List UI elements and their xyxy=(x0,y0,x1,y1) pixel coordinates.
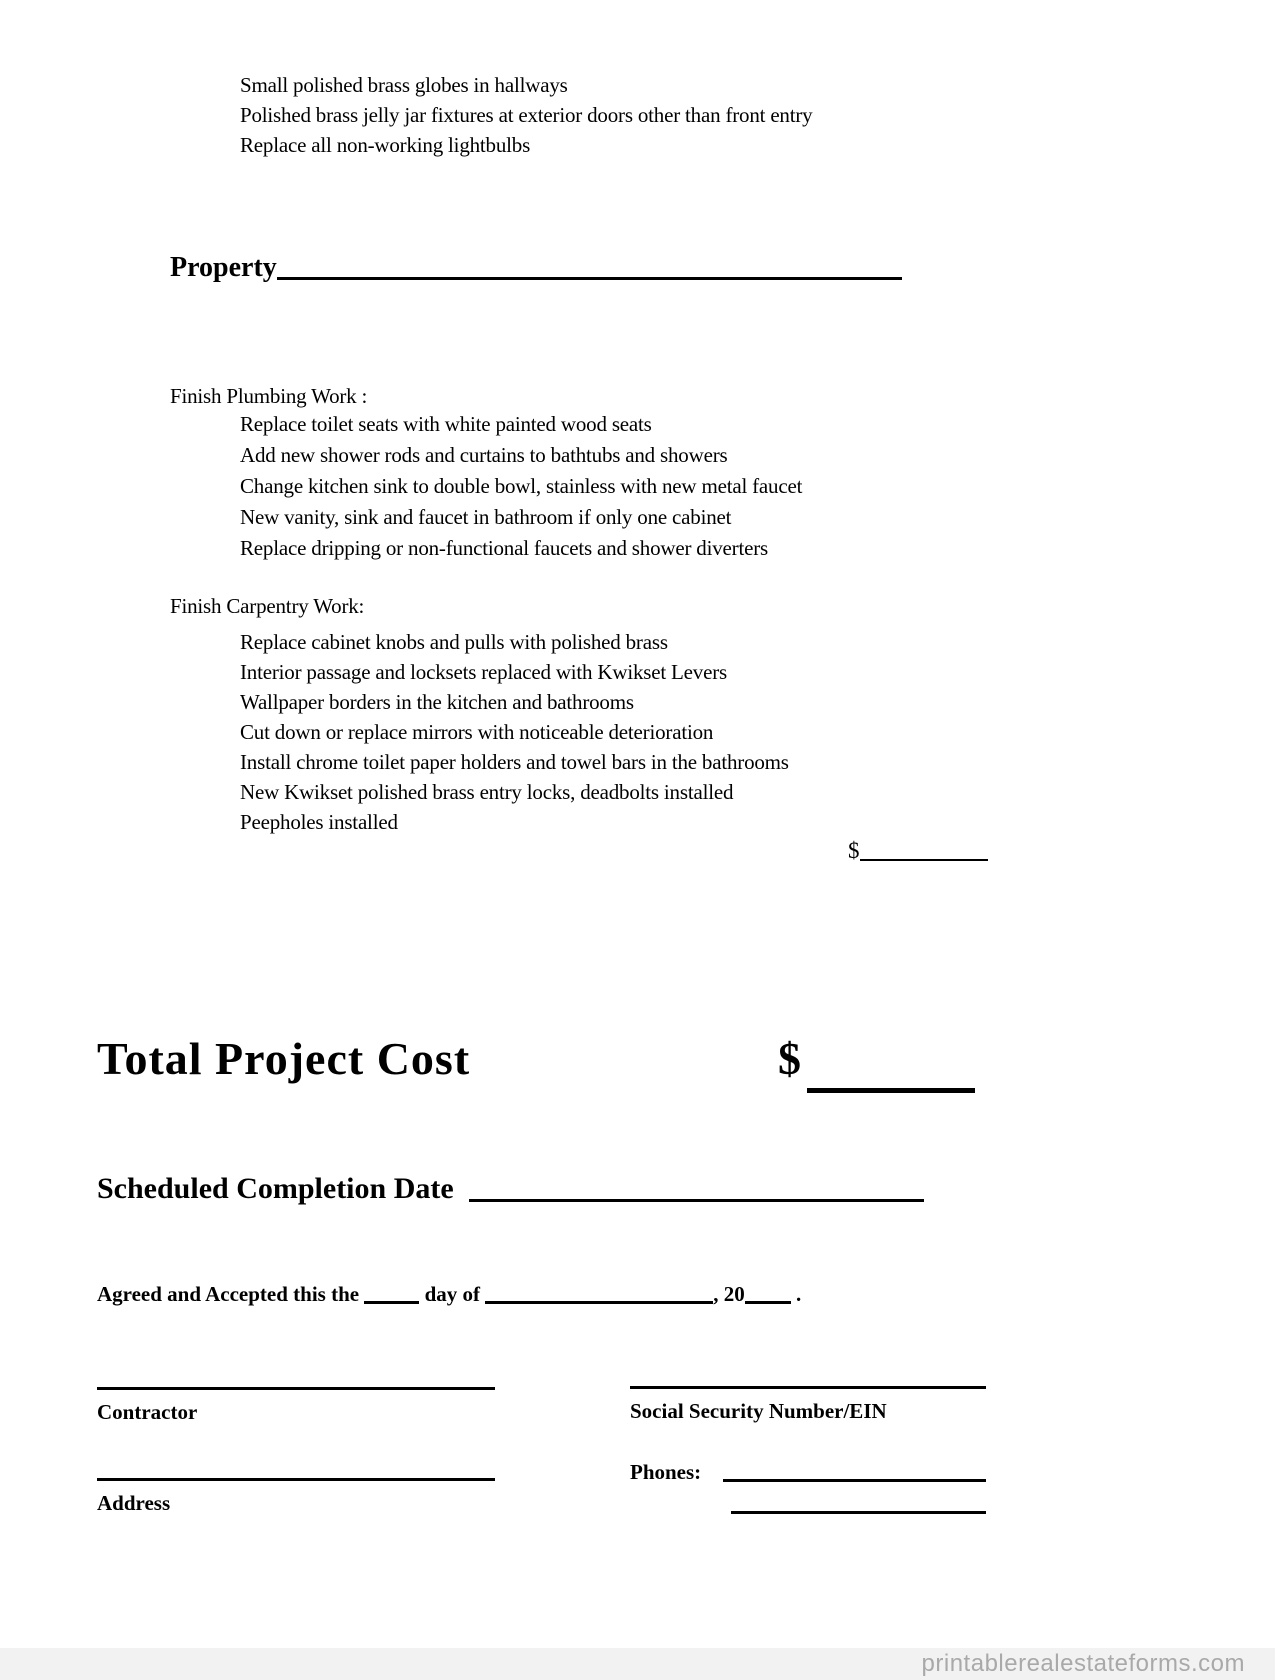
plumbing-item: Replace toilet seats with white painted wood seats xyxy=(240,412,652,436)
plumbing-item: Replace dripping or non-functional faucets and shower diverters xyxy=(240,536,768,560)
footer-bar xyxy=(0,1648,1275,1680)
section-cost-currency: $ xyxy=(848,838,860,863)
fixture-list xyxy=(240,70,812,160)
total-cost-currency: $ xyxy=(778,1033,801,1084)
agreed-accepted-line xyxy=(97,1282,801,1307)
phone-line-1[interactable] xyxy=(723,1479,986,1482)
agreed-day-blank[interactable] xyxy=(364,1301,419,1304)
plumbing-list xyxy=(240,409,802,564)
property-heading xyxy=(170,252,902,284)
agreed-period: . xyxy=(796,1282,802,1306)
address-line[interactable] xyxy=(97,1478,495,1481)
plumbing-item: Add new shower rods and curtains to bathtubs and showers xyxy=(240,443,728,467)
carpentry-item: New Kwikset polished brass entry locks, deadbolts installed xyxy=(240,780,734,804)
contractor-signature-line[interactable] xyxy=(97,1387,495,1390)
carpentry-item: Install chrome toilet paper holders and towel bars in the bathrooms xyxy=(240,750,789,774)
agreed-day-of: day of xyxy=(424,1282,481,1306)
agreed-prefix: Agreed and Accepted this the xyxy=(97,1282,360,1306)
agreed-month-blank[interactable] xyxy=(485,1301,713,1304)
ssn-line[interactable] xyxy=(630,1386,986,1389)
carpentry-item: Replace cabinet knobs and pulls with polished brass xyxy=(240,630,668,654)
contractor-label: Contractor xyxy=(97,1400,198,1424)
carpentry-item: Wallpaper borders in the kitchen and bathrooms xyxy=(240,690,634,714)
plumbing-item: Change kitchen sink to double bowl, stainless with new metal faucet xyxy=(240,474,803,498)
address-label: Address xyxy=(97,1491,171,1515)
phones-label: Phones: xyxy=(630,1460,702,1484)
section-cost-blank[interactable] xyxy=(860,859,988,861)
fixture-list-item: Polished brass jelly jar fixtures at exterior doors other than front entry xyxy=(240,103,813,127)
phone-line-2[interactable] xyxy=(731,1511,986,1514)
carpentry-list xyxy=(240,627,789,837)
section-cost xyxy=(848,838,988,864)
fixture-list-item: Replace all non-working lightbulbs xyxy=(240,133,531,157)
carpentry-heading: Finish Carpentry Work: xyxy=(170,594,365,618)
property-label: Property xyxy=(170,252,277,283)
carpentry-item: Interior passage and locksets replaced with Kwikset Levers xyxy=(240,660,727,684)
scheduled-completion-label: Scheduled Completion Date xyxy=(97,1172,454,1205)
footer-watermark: printablerealestateforms.com xyxy=(921,1650,1245,1677)
carpentry-item: Peepholes installed xyxy=(240,810,398,834)
property-blank[interactable] xyxy=(277,277,902,280)
agreed-year-prefix: , 20 xyxy=(713,1282,745,1306)
total-cost-blank[interactable] xyxy=(807,1088,975,1093)
plumbing-heading: Finish Plumbing Work : xyxy=(170,384,368,408)
fixture-list-item: Small polished brass globes in hallways xyxy=(240,73,568,97)
plumbing-item: New vanity, sink and faucet in bathroom if only one cabinet xyxy=(240,505,732,529)
carpentry-item: Cut down or replace mirrors with noticeable deterioration xyxy=(240,720,714,744)
ssn-label: Social Security Number/EIN xyxy=(630,1399,887,1423)
total-project-cost-label: Total Project Cost xyxy=(97,1033,471,1084)
agreed-year-blank[interactable] xyxy=(745,1301,791,1304)
scheduled-date-blank[interactable] xyxy=(469,1199,924,1202)
scheduled-completion-row xyxy=(97,1172,924,1206)
